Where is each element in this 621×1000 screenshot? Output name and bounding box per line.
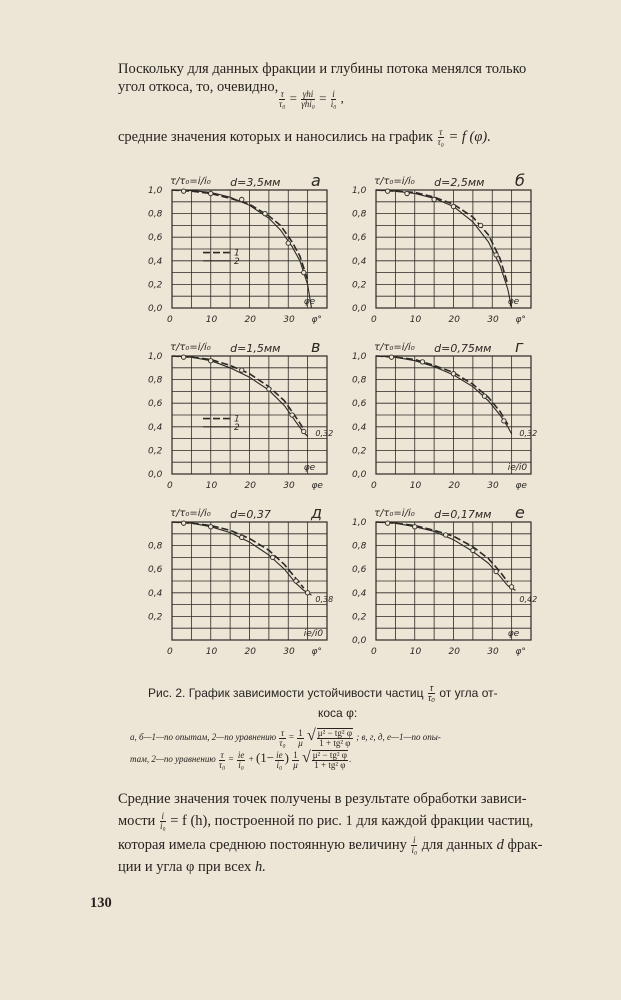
y-tick-label: 0,6	[352, 399, 367, 410]
chart-panel-2	[148, 337, 334, 491]
x-tick-label: 30	[487, 647, 499, 657]
end-value: 0,42	[519, 595, 538, 605]
chart-panel-4	[148, 503, 334, 657]
y-tick-label: 0,4	[352, 422, 367, 433]
legend-b-i0: i₀	[238, 759, 244, 770]
y-axis-label: τ/τ₀=i/i₀	[170, 508, 211, 519]
x-axis-label: φе	[311, 481, 323, 491]
y-axis-label: τ/τ₀=i/i₀	[170, 342, 211, 353]
y-tick-label: 0,8	[352, 541, 367, 552]
p3-line4-h: h.	[254, 859, 266, 875]
caption-text-b: от угла от-	[439, 686, 498, 700]
legend-b-tau0: τ₀	[218, 759, 226, 770]
x-tick-label: 20	[448, 481, 460, 491]
paragraph-2-rhs: = f (φ).	[448, 129, 491, 145]
legend-b-one: 1	[293, 749, 298, 760]
legend-label: 2	[234, 256, 240, 267]
data-point	[494, 253, 498, 257]
y-tick-label: 0,4	[148, 588, 163, 599]
legend-a-mu: μ	[298, 737, 303, 748]
legend-label: 2	[234, 422, 240, 433]
data-point	[413, 525, 417, 529]
series-1-line	[172, 522, 312, 595]
panel-letter: е	[515, 503, 525, 522]
data-point	[181, 521, 185, 525]
data-point	[444, 533, 448, 537]
legend-b-plus: +	[248, 754, 254, 765]
y-tick-label: 0,4	[352, 588, 367, 599]
legend-a-tau: τ	[280, 727, 285, 738]
x-tick-label: 20	[244, 315, 256, 325]
x-axis-label: φ°	[515, 315, 526, 325]
data-point	[302, 270, 306, 274]
chart-panel-3	[352, 337, 538, 491]
p3-line2-b: = f (h), построенной по рис. 1 для каждой фракции частиц,	[170, 813, 534, 829]
data-point	[502, 419, 506, 423]
y-tick-label: 0,4	[148, 422, 163, 433]
paragraph-2	[118, 128, 491, 147]
data-point	[240, 535, 244, 539]
y-tick-label: 0,6	[352, 565, 367, 576]
p3-line2-a: мости	[118, 813, 156, 829]
panel-letter: г	[515, 337, 524, 356]
y-tick-label: 0,8	[148, 541, 163, 552]
data-point	[271, 555, 275, 559]
data-point	[405, 191, 409, 195]
panel-title: d=2,5мм	[434, 176, 485, 189]
legend-b-1minus: (1−	[255, 750, 275, 766]
y-tick-label: 1,0	[148, 352, 163, 362]
legend-a-mu2: μ² − tg² φ	[317, 728, 353, 738]
y-tick-label: 1,0	[352, 186, 367, 196]
x-tick-label: 20	[448, 315, 460, 325]
p3-i0: i₀	[159, 821, 166, 832]
end-value: 0,32	[315, 429, 334, 439]
x-tick-label: 10	[205, 315, 218, 325]
y-tick-label: 0,6	[148, 565, 163, 576]
legend-a-one: 1	[298, 727, 303, 738]
data-point	[209, 525, 213, 529]
legend-b-mu2: μ² − tg² φ	[312, 750, 347, 760]
legend-b-mu: μ	[293, 759, 298, 770]
eq-tau0: τ₀	[279, 99, 286, 109]
x-tick-label: 20	[448, 647, 460, 657]
y-axis-label: τ/τ₀=i/i₀	[374, 176, 415, 187]
x-tick-label: 0	[167, 315, 173, 325]
y-tick-label: 0,2	[352, 446, 367, 457]
caption-tau: τ	[429, 683, 434, 694]
y-axis-label: τ/τ₀=i/i₀	[374, 342, 415, 353]
paragraph-3-line-3	[118, 836, 542, 855]
panel-letter: д	[311, 503, 323, 522]
x-tick-label: 10	[409, 315, 422, 325]
panel-title: d=1,5мм	[230, 342, 281, 355]
y-tick-label: 0,2	[352, 280, 367, 291]
caption-text: Рис. 2. График зависимости устойчивости частиц	[148, 686, 424, 700]
x-tick-label: 30	[487, 315, 499, 325]
y-tick-label: 0,0	[352, 304, 367, 314]
equation-main: $\frac{\tau}{\text{τ₀}}$ = $\frac{\text{γhi}}{\text{γhi₀}}$ = $\frac{i}{\text{i₀}}$ ,	[279, 89, 344, 109]
data-point	[302, 429, 306, 433]
paragraph-3-line-4	[118, 858, 266, 876]
panel-letter: а	[311, 171, 321, 190]
p2-tau: τ	[439, 127, 443, 138]
data-point	[286, 241, 290, 245]
legend-b-ie: iе	[237, 749, 245, 760]
eq-ghi0: γhi₀	[301, 99, 315, 109]
end-label: ie/i0	[507, 463, 528, 473]
y-tick-label: 1,0	[352, 518, 367, 528]
data-point	[240, 197, 244, 201]
panel-title: d=0,17мм	[434, 508, 492, 521]
legend-a-tg: 1 + tg² φ	[319, 738, 351, 748]
paragraph-1-line-1: Поскольку для данных фракции и глубины потока менялся только	[118, 61, 527, 77]
data-point	[420, 360, 424, 364]
chart-panel-0	[148, 171, 327, 325]
p3-line3-d-symbol: d	[496, 837, 504, 853]
data-point	[305, 591, 309, 595]
x-axis-label: φ°	[311, 647, 322, 657]
y-tick-label: 1,0	[352, 352, 367, 362]
end-value: 0,32	[519, 429, 538, 439]
x-tick-label: 0	[371, 647, 377, 657]
y-tick-label: 0,0	[148, 304, 163, 314]
y-tick-label: 1,0	[148, 186, 163, 196]
y-tick-label: 0,4	[148, 256, 163, 267]
legend-b-text: там, 2—по уравнению	[130, 754, 216, 765]
x-tick-label: 20	[244, 647, 256, 657]
y-tick-label: 0,6	[352, 233, 367, 244]
panel-letter: в	[311, 337, 321, 356]
y-tick-label: 0,6	[148, 399, 163, 410]
panel-letter: б	[515, 171, 525, 190]
panel-title: d=0,37	[230, 508, 271, 521]
y-tick-label: 0,8	[352, 209, 367, 220]
x-tick-label: 10	[205, 647, 218, 657]
y-tick-label: 0,2	[148, 280, 163, 291]
x-tick-label: 0	[371, 315, 377, 325]
panel-title: d=0,75мм	[434, 342, 492, 355]
chart-panel-5	[352, 503, 538, 657]
data-point	[451, 372, 455, 376]
data-point	[209, 359, 213, 363]
data-point	[263, 211, 267, 215]
chart-panel-1	[352, 171, 531, 325]
x-tick-label: 10	[409, 647, 422, 657]
data-point	[385, 521, 389, 525]
caption-tau0: τ₀	[427, 693, 435, 704]
series-2-line	[172, 190, 308, 280]
y-tick-label: 0,8	[148, 375, 163, 386]
y-tick-label: 0,8	[352, 375, 367, 386]
y-tick-label: 0,2	[148, 446, 163, 457]
y-axis-label: τ/τ₀=i/i₀	[170, 176, 211, 187]
legend-b-tg: 1 + tg² φ	[314, 760, 346, 770]
legend-label: 1	[234, 248, 240, 259]
series-1-line	[376, 522, 516, 590]
p3-line3-a: которая имела среднюю постоянную величину	[118, 837, 407, 853]
paragraph-2-text: средние значения которых и наносились на график	[118, 129, 433, 145]
y-tick-label: 0,6	[148, 233, 163, 244]
page-number: 130	[90, 895, 112, 911]
y-axis-label: τ/τ₀=i/i₀	[374, 508, 415, 519]
end-value: 0,38	[315, 595, 334, 605]
legend-label: 1	[234, 414, 240, 425]
x-axis-label: φе	[515, 481, 527, 491]
legend-mid-text: ; в, г, д, е—1—по опы-	[356, 732, 441, 743]
x-tick-label: 10	[205, 481, 218, 491]
end-label: φе	[303, 297, 316, 307]
end-label: ie/i0	[303, 629, 324, 639]
data-point	[478, 223, 482, 227]
data-point	[389, 355, 393, 359]
p2-tau0: τ₀	[437, 137, 444, 148]
y-tick-label: 0,0	[352, 636, 367, 646]
legend-line-2: там, 2—по уравнению $\frac{\tau}{\text{τ₀}}$ = $\frac{iе}{\text{i₀}}$ + (1− $\frac{iе}{\text{i₀}}$ ) $\frac{1}{\mu}$ √ $\frac{\text{μ² − tg² φ}}{\text{1 + tg² φ}}$ .	[130, 749, 352, 770]
x-tick-label: 0	[167, 481, 173, 491]
p3-i0-b: i₀	[411, 845, 418, 856]
eq-i0: i₀	[330, 99, 337, 109]
paragraph-3-line-2	[118, 812, 533, 831]
x-tick-label: 30	[283, 315, 295, 325]
end-label: φе	[507, 629, 520, 639]
legend-b-i02: i₀	[276, 759, 283, 770]
data-point	[181, 355, 185, 359]
data-point	[181, 189, 185, 193]
data-point	[482, 394, 486, 398]
x-axis-label: φ°	[515, 647, 526, 657]
data-point	[209, 191, 213, 195]
panel-title: d=3,5мм	[230, 176, 281, 189]
x-tick-label: 20	[244, 481, 256, 491]
caption-line-2: коса φ:	[318, 706, 358, 720]
grid	[172, 190, 327, 308]
y-tick-label: 0,0	[148, 470, 163, 480]
legend-a-text: а, б—1—по опытам, 2—по уравнению	[130, 732, 277, 743]
data-point	[267, 387, 271, 391]
data-point	[494, 569, 498, 573]
y-tick-label: 0,8	[148, 209, 163, 220]
caption-line-1	[148, 684, 498, 703]
x-axis-label: φ°	[311, 315, 322, 325]
x-tick-label: 10	[409, 481, 422, 491]
x-tick-label: 30	[487, 481, 499, 491]
p3-line3-c: фрак-	[507, 837, 543, 853]
eq-ghi: γhi	[302, 89, 314, 99]
y-tick-label: 0,4	[352, 256, 367, 267]
x-tick-label: 0	[371, 481, 377, 491]
legend-line-1: а, б—1—по опытам, 2—по уравнению $\frac{\tau}{\text{τ₀}}$ = $\frac{1}{\mu}$ √ $\frac{\text{μ² − tg² φ}}{\text{1 + tg² φ}}$ ; в, г, д, е—1—по опы-	[130, 727, 441, 748]
data-point	[290, 413, 294, 417]
eq-i: i	[332, 89, 335, 99]
legend-b-tau: τ	[220, 749, 224, 760]
y-tick-label: 0,2	[352, 612, 367, 623]
x-tick-label: 30	[283, 647, 295, 657]
x-tick-label: 0	[167, 647, 173, 657]
y-tick-label: 0,0	[352, 470, 367, 480]
data-point	[471, 548, 475, 552]
x-tick-label: 30	[283, 481, 295, 491]
legend-a-tau0: τ₀	[279, 737, 286, 748]
y-tick-label: 0,2	[148, 612, 163, 623]
paragraph-3-line-1: Средние значения точек получены в результате обработки зависи-	[118, 791, 527, 807]
data-point	[294, 579, 298, 583]
p3-i-b: i	[413, 835, 416, 846]
data-point	[240, 368, 244, 372]
p3-i: i	[161, 811, 165, 822]
data-point	[509, 585, 513, 589]
data-point	[385, 189, 389, 193]
grid	[172, 522, 327, 640]
data-point	[432, 197, 436, 201]
data-point	[451, 204, 455, 208]
legend-b-ie2: iе	[276, 749, 283, 760]
p3-line4-a: ции и угла φ при всех	[118, 859, 252, 875]
end-label: φе	[303, 463, 316, 473]
p3-line3-b: для данных	[421, 837, 493, 853]
end-label: φе	[507, 297, 520, 307]
paragraph-1-line-2: угол откоса, то, очевидно,	[118, 79, 279, 95]
eq-tau: τ	[280, 89, 284, 99]
